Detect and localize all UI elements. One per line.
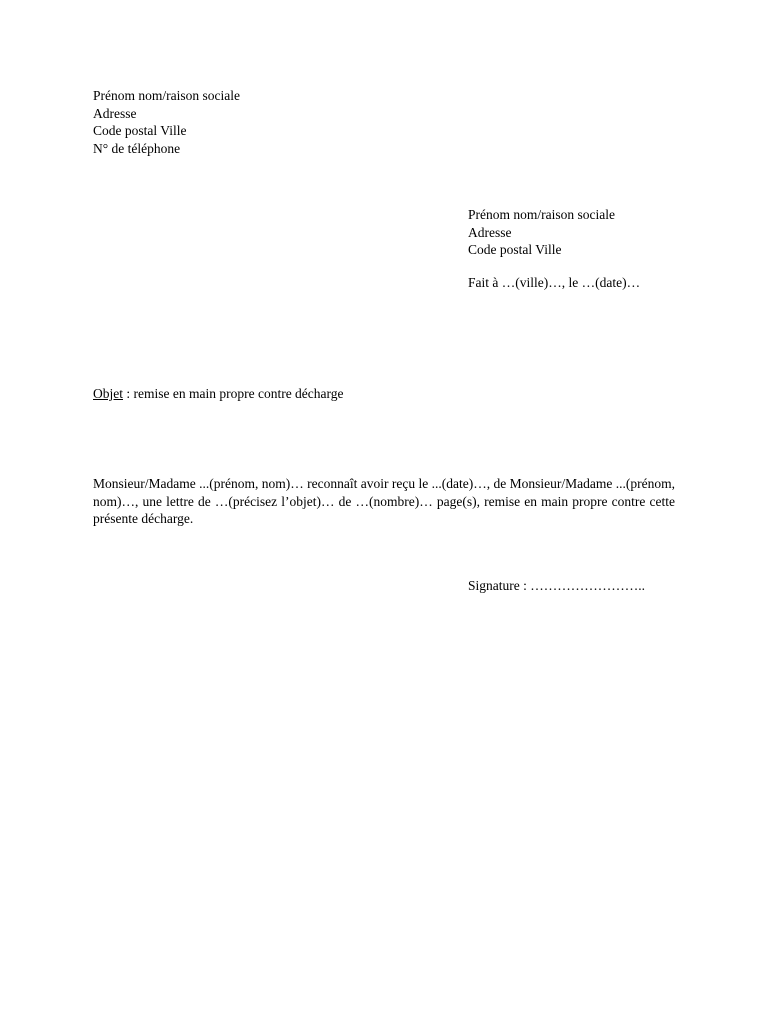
subject-label: Objet <box>93 386 123 401</box>
body-paragraph: Monsieur/Madame ...(prénom, nom)… reconnaît avoir reçu le ...(date)…, de Monsieur/Madame ...(prénom, nom)…, une lettre de …(précisez l’objet)… de …(nombre)… page(s), remise en main propre contre cette présente décharge. <box>93 476 675 526</box>
sender-phone: N° de téléphone <box>93 140 181 156</box>
sender-block <box>93 87 240 157</box>
recipient-address: Adresse <box>468 224 512 240</box>
signature-line: Signature : …………………….. <box>468 578 645 593</box>
recipient-name: Prénom nom/raison sociale <box>468 207 615 222</box>
subject-text: : remise en main propre contre décharge <box>123 386 344 401</box>
place-date: Fait à …(ville)…, le …(date)… <box>468 275 641 290</box>
sender-name: Prénom nom/raison sociale <box>93 88 240 103</box>
sender-city: Code postal Ville <box>93 123 187 138</box>
sender-address: Adresse <box>93 105 137 121</box>
recipient-city: Code postal Ville <box>468 242 562 257</box>
recipient-block <box>468 206 615 259</box>
subject-line <box>93 385 344 403</box>
